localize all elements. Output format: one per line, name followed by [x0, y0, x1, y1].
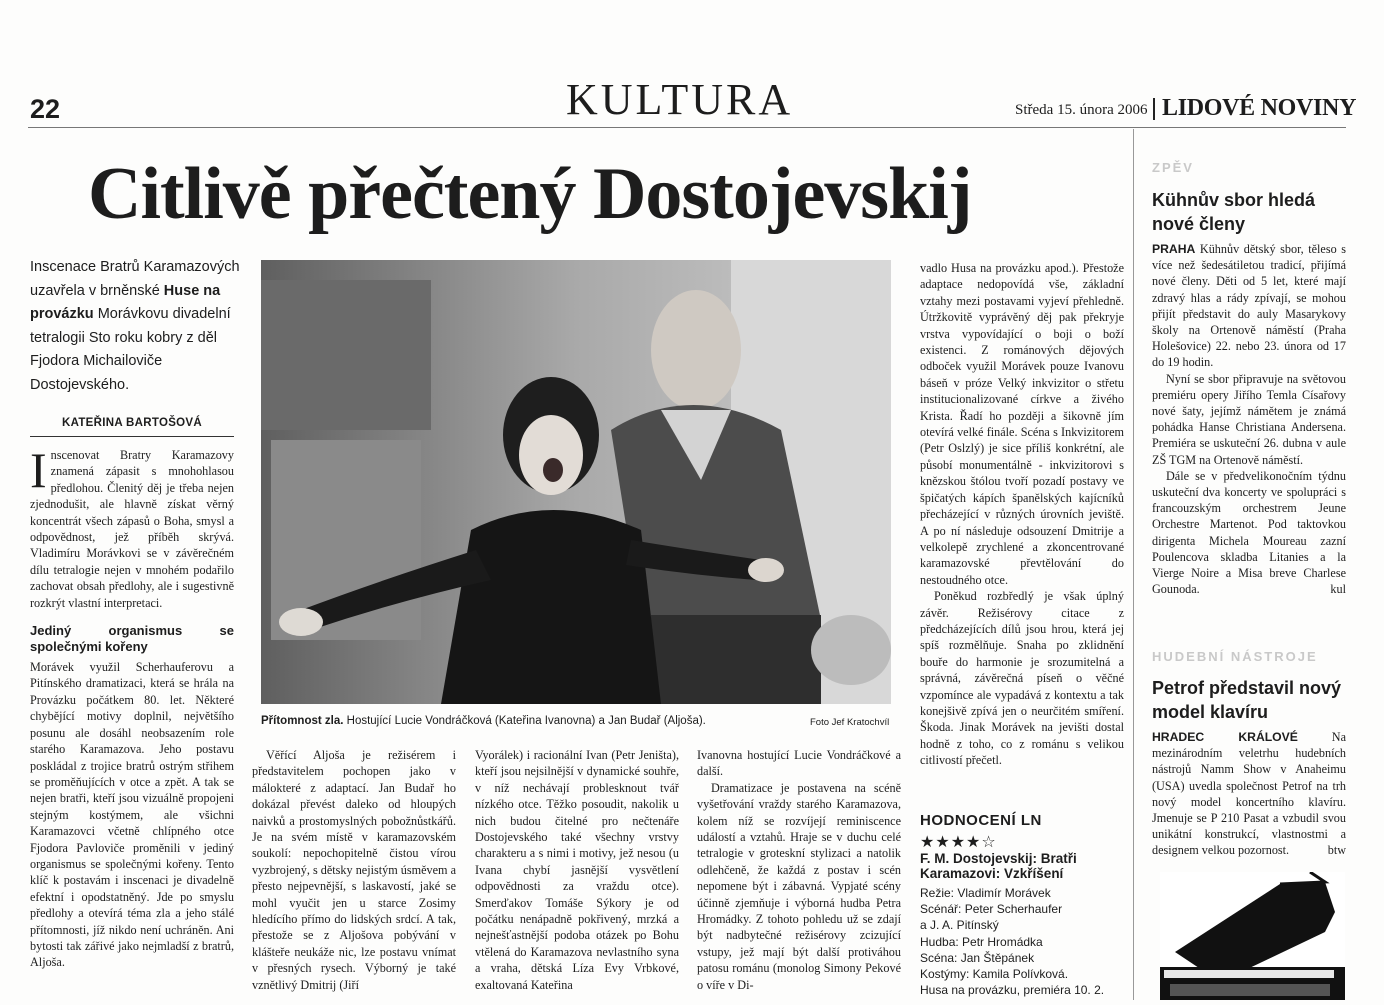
piano-photo — [1160, 872, 1345, 1000]
rating-stars: ★★★★☆ — [920, 834, 997, 851]
article-column-3 — [475, 747, 679, 993]
lead-venue: Huse na provázku — [30, 282, 221, 322]
photo-caption — [261, 715, 706, 727]
paragraph: Dramatizace je postavena na scéně vyšetřování vraždy starého Karamazova, kolem níž se rozvíjejí reminiscence událostí a vztahů. Hraje se v duchu celé tetralogie v groteskní stylizaci a natolik odlehčeně, že každá z postav i scén nepomene být i zábavná. Vypjaté scény účinně zjemňuje i výborná hudba Petra Hromádky. Z tohoto pohledu už se zdají být nadbytečné režisérovy zcizující vstupy, jež mají být další protiváhou patosu románu (monolog Simony Pekové o víře v Di- — [697, 780, 901, 992]
credit-line: Režie: Vladimír Morávek — [920, 886, 1051, 900]
credit-line: Husa na provázku, premiéra 10. 2. — [920, 983, 1105, 998]
article-photo — [261, 260, 891, 704]
credit-line: a J. A. Pitínský — [920, 918, 999, 933]
paragraph: Vyorálek) i racionální Ivan (Petr Jeništa), kteří jsou nejsilnější v dynamické souhře, v níž nechávají problesknout tvář nízkého otce. Těžko posoudit, nakolik u nich budou čitelné pro nečtenáře Dostojevského také všechny vrstvy charakteru a s nimi i motivy, jež nesou (u Ivana chybí jasnější vysvětlení odpovědnosti za vraždu otce). Smerďakov Tomáše Sýkory je od počátku nenápadně pokřivený, mrzká a nejnešťastnější podoba otázek po Bohu vtělená do Karamazova nevlastního syna a vraha, dětská Líza Evy Vrbkové, exaltovaná Kateřina — [475, 748, 679, 992]
paragraph: vadlo Husa na provázku apod.). Přestože adaptace nedopovídá vše, základní vztahy mezi postavami vyjeví přehledně. Útržkovitě vyprávěný děj pak překryje vrstva vypovídající o boji o boží existenci. Z románových dějových odboček využil Morávek pouze Ivanovu báseň v próze Velký inkvizitor o střetu institucionalizované církve a živého Krista. Řadí ho později a šikovně jím otevírá velké finále. Scéna s Inkvizitorem (Petr Oslzlý) je sice příliš konkrétní, ale působí monumentálně - inkvizitorovi s knězskou štólou tvoří pozadí postavy ve špičatých kápích španělských kajícníků přecházející v různých úrovních jeviště. A po ní následuje odsouzení Dmitrije a velkolepě zrychlené a zkoncentrované karamazovské převtělování do nestoudného otce. — [920, 261, 1124, 587]
paragraph: Věřící Aljoša je režisérem i představitelem pochopen jako v málokteré z adaptací. Jan Budař ho dokázal převést daleko od hloupých naivků a prostomyslných pobožnůstkářů. Je na svém místě v karamazovském soukolí: nepochopitelně čistou vírou vyzbrojený, s dětsky nejistým úsměvem a přesto nejpevnější, s laskavostí, jaké se mohl vyučit jen u starce Zosimy hledícího přímo do lidských srdcí. A tak, přestože se z Aljošova pobývání v klášteře neukáže nic, lze postavu vnímat v přesných rysech. Výborný je také vznětlivý Dmitrij (Jiří — [252, 748, 456, 992]
sidebar-headline: Kühnův sbor hledá nové členy — [1152, 190, 1316, 234]
review-work-title: F. M. Dostojevskij: Bratři Karamazovi: Vzkříšení — [920, 851, 1077, 881]
article-subheading: Jediný organismus se společnými kořeny — [30, 623, 234, 655]
lead-text: Morávkovu divadelní tetralogii Sto roku kobry z děl Fjodora Michailoviče Dostojevského. — [30, 306, 231, 393]
credit-line: Hudba: Petr Hromádka — [920, 934, 1043, 949]
dateline: HRADEC KRÁLOVÉ — [1152, 730, 1298, 744]
paragraph: Poněkud rozbředlý je však úplný závěr. Režisérovy citace z předcházejících dílů jsou hrou, která jej spíš rozmělňuje. Snaha po zklidnění bouře do harmonie je srozumitelná a správná, závěrečná píseň o věčné vzpomínce ale vypadává z kontextu a tak konejšivě zpívá jen o neurčitém smíření. Škoda. Jinak Morávek na jevišti dostal hodně z toho, co z románu s velikou citlivostí přečetl. — [920, 589, 1124, 768]
article-lead — [30, 256, 250, 397]
issue-date: Středa 15. února 2006 — [1015, 102, 1148, 118]
author-initials: btw — [1327, 843, 1346, 858]
lead-text: Inscenace Bratrů Karamazových uzavřela v brněnské — [30, 259, 240, 299]
byline-rule — [30, 436, 234, 437]
paragraph: PRAHA Kühnův dětský sbor, těleso s více než šedesátiletou tradicí, přijímá nové členy. Děti od 5 let, které mají zdravý hlas a rády zpívají, se mohou přijít představit do auly Masarykovy školy na Ortenově náměstí (Praha Holešovice) 22. nebo 23. února od 17 do 19 hodin. — [1152, 242, 1346, 370]
page-number: 22 — [30, 94, 61, 124]
sidebar-rule — [1133, 129, 1134, 1000]
article-headline: Citlivě přečtený Dostojevskij — [88, 153, 972, 235]
photo-scene — [261, 260, 891, 704]
sidebar-story-text — [1152, 729, 1346, 859]
dateline: PRAHA — [1152, 242, 1196, 256]
caption-text: Hostující Lucie Vondráčková (Kateřina Ivanovna) a Jan Budař (Aljoša). — [343, 715, 706, 727]
sidebar-kicker: ZPĚV — [1152, 160, 1194, 175]
paragraph: Nyní se sbor připravuje na světovou premiéru opery Jiřího Temla Císařovy nové šaty, jejímž námětem je známá pohádka Hanse Christiana Andersena. Premiéra se uskuteční 26. dubna v aule ZŠ TGM na Ortenově náměstí. — [1152, 371, 1346, 467]
author-byline: KATEŘINA BARTOŠOVÁ — [62, 417, 202, 429]
review-credits — [920, 885, 1104, 998]
paragraph: HRADEC KRÁLOVÉ Na mezinárodním veletrhu hudebních nástrojů Namm Show v Anaheimu (USA) uvedla společnost Petrof na trh nový model koncertního klavíru. Jmenuje se P 210 Pasat a vzbudil svou unikátní konstrukcí, vlastnostmi a designem velkou pozornost. btw — [1152, 730, 1346, 858]
sidebar-kicker: HUDEBNÍ NÁSTROJE — [1152, 649, 1318, 664]
photo-credit: Foto Jef Kratochvíl — [810, 717, 890, 728]
header-rule — [28, 127, 1346, 128]
author-initials: kul — [1330, 582, 1346, 597]
review-title: HODNOCENÍ LN — [920, 812, 1042, 829]
article-column-4 — [697, 747, 901, 993]
article-column-2 — [252, 747, 456, 993]
paragraph: Morávek využil Scherhauferovu a Pitínského dramatizaci, která se hrála na Provázku počátkem 80. let. Některé chybějící motivy doplnil, největšího posunu ale dosáhl neobsazením role starého Karamazova. Jeho postavu poskládal z trojice bratrů ostrým střihem se proměňujících v otce a zpět. A tak se nejen bratři, kteří jsou vizuálně propojeni stejným kostýmem, ale všichni Karamazovci včetně chlípného otce Fjodora Pavloviče proměnili v jediný organismus se společnými kořeny. Tento klíč k postavám i inscenaci je divadelně efektní i opodstatněný. Jde po smyslu předlohy a otevírá téma zla a jeho stálé přítomnosti, jíž nikdo není uchráněn. Ani bytosti tak zářivé jako nejmladší z bratrů, Aljoša. — [30, 660, 234, 970]
credit-line: Scénář: Peter Scherhaufer — [920, 902, 1063, 917]
paragraph: Dále se v předvelikonočním týdnu uskuteční dva koncerty ve spolupráci s francouzským orchestrem Jeune Orchestre Martenot. Pod taktovkou dirigenta Michela Moureau zazní Poulencova skladba Litanies a la Vierge Noire a Misa breve Charlese Gounoda. kul — [1152, 468, 1346, 597]
paragraph: Ivanovna hostující Lucie Vondráčkové a další. — [697, 748, 901, 779]
article-column-1 — [30, 442, 234, 971]
section-title: KULTURA — [566, 75, 794, 124]
sidebar-story-text — [1152, 241, 1346, 597]
drop-cap: I — [30, 442, 47, 498]
newspaper-name: LIDOVÉ NOVINY — [1162, 95, 1357, 121]
sidebar-headline: Petrof představil nový model klavíru — [1152, 678, 1342, 722]
paragraph: Inscenovat Bratry Karamazovy znamená zápasit s mnohohlasou předlohou. Členitý děj je třeba nejen zjednodušit, ale hlavně získat věrný koncentrát všech zápasů o Boha, smysl a odpovědnost, jež příběh skrývá. Vladimíru Morávkovi se v závěrečném dílu tetralogie nejen v mnohém podařilo zachovat obsah předlohy, ale i sugestivně rozkrýt vlastní interpretaci. — [30, 442, 234, 610]
credit-line: Scéna: Jan Štěpánek — [920, 950, 1035, 965]
credit-line: Kostýmy: Kamila Polívková. — [920, 967, 1069, 982]
caption-title: Přítomnost zla. — [261, 715, 344, 727]
article-column-5 — [920, 260, 1124, 769]
piano-icon — [1160, 872, 1345, 1000]
header-divider — [1153, 98, 1155, 120]
